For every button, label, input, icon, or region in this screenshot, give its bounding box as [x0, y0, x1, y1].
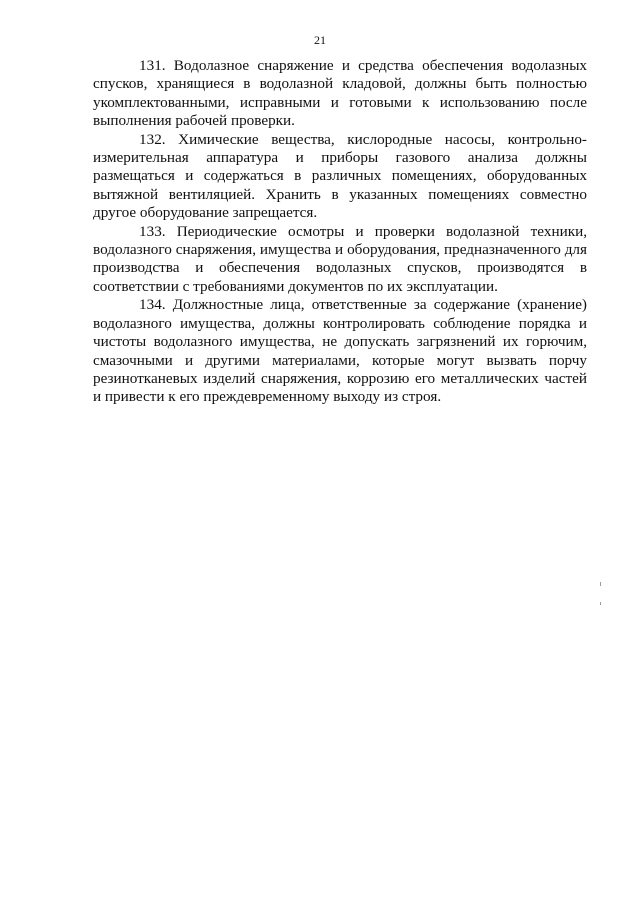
paragraph-133: 133. Периодические осмотры и проверки водолазной техники, водолазного снаряжения, имущества и оборудования, предназначенного для производства и обеспечения водолазных спусков, производятся в соответствии с требованиями документов по их эксплуатации.: [93, 222, 587, 295]
page-number: 21: [314, 33, 326, 47]
scan-artifact: [600, 582, 601, 586]
paragraph-132: 132. Химические вещества, кислородные насосы, контрольно-измерительная аппаратура и приборы газового анализа должны размещаться и содержаться в различных помещениях, оборудованных вытяжной вентиляцией. Хранить в указанных помещениях совместно другое оборудование запрещается.: [93, 130, 587, 222]
document-body: [93, 57, 587, 407]
paragraph-134: 134. Должностные лица, ответственные за содержание (хранение) водолазного имущества, должны контролировать соблюдение порядка и чистоты водолазного имущества, не допускать загрязнений их горючим, смазочными и другими материалами, которые могут вызвать порчу резинотканевых изделий снаряжения, коррозию его металлических частей и привести к его преждевременному выходу из строя.: [93, 296, 587, 406]
scan-artifact: [600, 602, 601, 605]
paragraph-131: 131. Водолазное снаряжение и средства обеспечения водолазных спусков, хранящиеся в водолазной кладовой, должны быть полностью укомплектованными, исправными и готовыми к использованию после выполнения рабочей проверки.: [93, 57, 587, 130]
